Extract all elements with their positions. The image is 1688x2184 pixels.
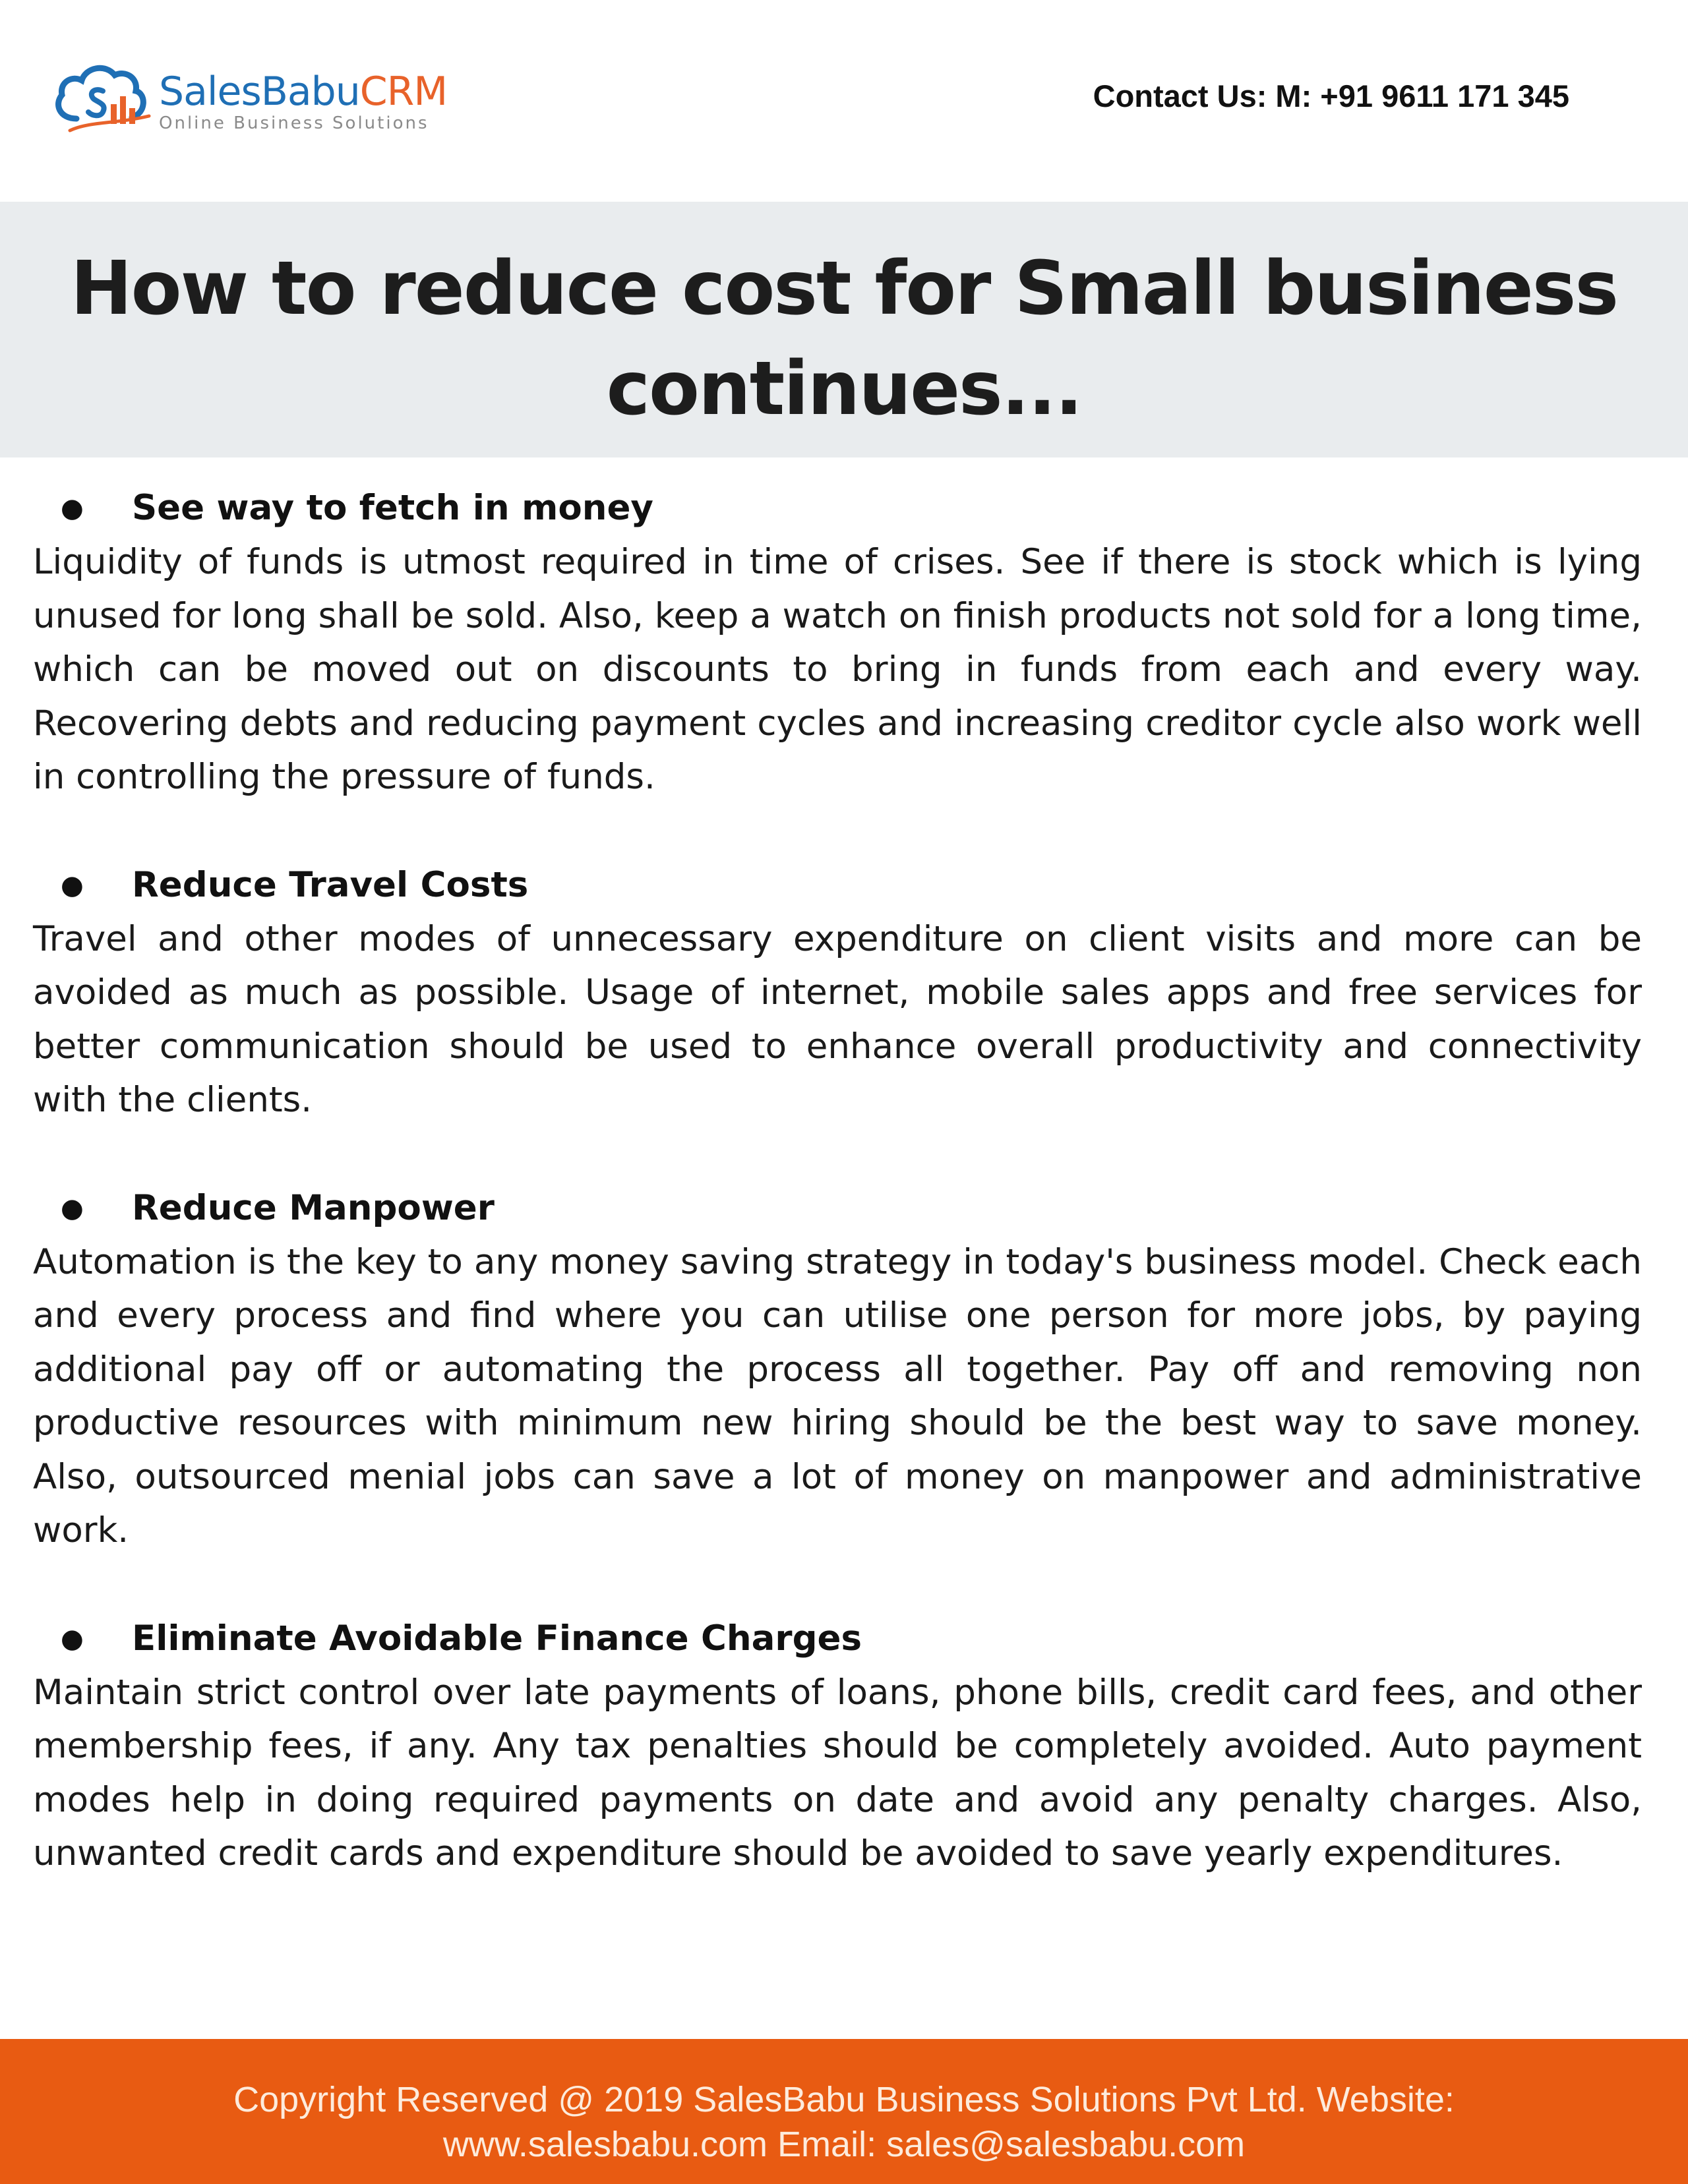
logo-tagline: Online Business Solutions (159, 113, 429, 133)
logo-wordmark (159, 70, 447, 113)
section-heading (33, 858, 1642, 912)
bullet-icon: ● (61, 1623, 84, 1654)
section-heading (33, 1181, 1642, 1235)
bullet-icon: ● (61, 870, 84, 900)
page-title-line1: How to reduce cost for Small business (70, 246, 1618, 332)
section-heading-text: See way to fetch in money (132, 488, 653, 528)
article-content (33, 481, 1642, 1935)
section-heading-text: Eliminate Avoidable Finance Charges (132, 1618, 862, 1659)
footer-copyright-line: Copyright Reserved @ 2019 SalesBabu Business Solutions Pvt Ltd. Website: (233, 2080, 1455, 2119)
section-finance-charges (33, 1612, 1642, 1881)
logo-brand-primary: SalesBabu (159, 69, 360, 115)
section-heading (33, 1612, 1642, 1666)
section-body: Maintain strict control over late payments of loans, phone bills, credit card fees, and other membership fees, if any. Any tax penalties should be completely avoided. Auto payment modes help in doing required payments on date and avoid any penalty charges. Also, unwanted credit cards and expenditure should be avoided to save yearly expenditures. (33, 1672, 1642, 1874)
section-body: Automation is the key to any money saving strategy in today's business model. Check each and every process and find where you can utilise one person for more jobs, by paying additional pay off or automating the process all together. Pay off and removing non productive resources with minimum new hiring should be the best way to save money. Also, outsourced menial jobs can save a lot of money on manpower and administrative work. (33, 1241, 1642, 1550)
section-heading-text: Reduce Travel Costs (132, 864, 529, 905)
footer-text (79, 2077, 1609, 2167)
page-title (53, 239, 1635, 439)
section-manpower (33, 1181, 1642, 1558)
contact-info: Contact Us: M: +91 9611 171 345 (1093, 78, 1569, 113)
page-title-line2: continues... (606, 346, 1082, 432)
page-footer (0, 2039, 1688, 2184)
salesbabu-logo[interactable] (50, 53, 448, 138)
bullet-icon: ● (61, 1193, 84, 1224)
section-heading-text: Reduce Manpower (132, 1187, 495, 1228)
page-header (0, 0, 1688, 202)
bullet-icon: ● (61, 493, 84, 523)
section-fetch-money (33, 481, 1642, 804)
section-body: Liquidity of funds is utmost required in time of crises. See if there is stock which is lying unused for long shall be sold. Also, keep a watch on finish products not sold for a long time, which can be moved out on discounts to bring in funds from each and every way. Recovering debts and reducing payment cycles and increasing creditor cycle also work well in controlling the pressure of funds. (33, 542, 1642, 797)
section-heading (33, 481, 1642, 535)
logo-brand-secondary: CRM (359, 69, 448, 115)
title-banner (0, 202, 1688, 457)
footer-contact-line[interactable]: www.salesbabu.com Email: sales@salesbabu.com (442, 2125, 1246, 2164)
section-body: Travel and other modes of unnecessary expenditure on client visits and more can be avoided as much as possible. Usage of internet, mobile sales apps and free services for better communication should be used to enhance overall productivity and connectivity with the clients. (33, 918, 1642, 1120)
section-travel-costs (33, 858, 1642, 1127)
cloud-chart-logo-icon (50, 53, 156, 138)
